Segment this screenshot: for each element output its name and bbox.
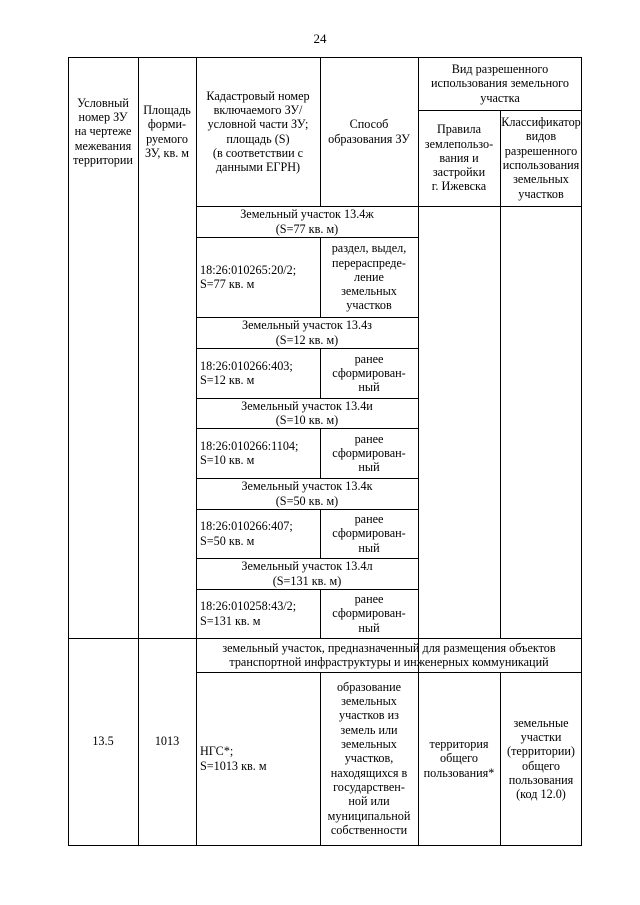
row-classifier: земельные участки (территории) общего пользования (код 12.0) <box>507 715 575 802</box>
header-rules: Правила землепользо- вания и застройки г. Ижевска <box>424 122 494 194</box>
row-area: 1013 <box>154 734 180 749</box>
plot-title: Земельный участок 13.4к (S=50 кв. м) <box>241 479 373 508</box>
plot-cadastral: 18:26:010258:43/2; S=131 кв. м <box>200 599 297 628</box>
row-method: образование земельных участков из земель или земельных участков, находящихся в государствен- ной или муниципальной собственности <box>327 679 411 837</box>
plot-cadastral: 18:26:010266:1104; S=10 кв. м <box>200 438 299 467</box>
plot-method: ранее сформирован- ный <box>332 512 406 555</box>
plot-cadastral: 18:26:010265:20/2; S=77 кв. м <box>200 262 297 291</box>
header-method: Способ образования ЗУ <box>328 117 410 146</box>
plot-title: Земельный участок 13.4ж (S=77 кв. м) <box>240 207 374 236</box>
header-plot-number: Условный номер ЗУ на чертеже межевания территории <box>73 95 133 167</box>
header-permitted-use: Вид разрешенного использования земельного участка <box>431 62 569 105</box>
header-classifier: Классификатор видов разрешенного использования земельных участков <box>501 115 581 201</box>
plot-cadastral: 18:26:010266:407; S=50 кв. м <box>200 519 293 548</box>
page-number: 24 <box>313 31 327 46</box>
plot-title: Земельный участок 13.4и (S=10 кв. м) <box>241 398 373 427</box>
plot-cadastral: 18:26:010266:403; S=12 кв. м <box>200 358 293 387</box>
row-plot-number: 13.5 <box>92 734 114 749</box>
row-purpose: земельный участок, предназначенный для размещения объектов транспортной инфраструктуры и инженерных коммуникаций <box>222 640 556 669</box>
plot-title: Земельный участок 13.4з (S=12 кв. м) <box>242 318 372 347</box>
row-rules: территория общего пользования* <box>423 737 495 780</box>
plot-method: ранее сформирован- ный <box>332 351 406 395</box>
plot-title: Земельный участок 13.4л (S=131 кв. м) <box>241 559 373 588</box>
plot-method: ранее сформирован- ный <box>332 592 406 635</box>
row-cadastral: НГС*; S=1013 кв. м <box>200 744 267 773</box>
header-area: Площадь форми- руемого ЗУ, кв. м <box>143 102 191 160</box>
plot-method: раздел, выдел, перераспреде- ление земельных участков <box>331 241 407 313</box>
header-cadastral: Кадастровый номер включаемого ЗУ/ условной части ЗУ; площадь (S) (в соответствии с данными ЕГРН) <box>206 88 310 175</box>
plot-method: ранее сформирован- ный <box>332 431 406 475</box>
